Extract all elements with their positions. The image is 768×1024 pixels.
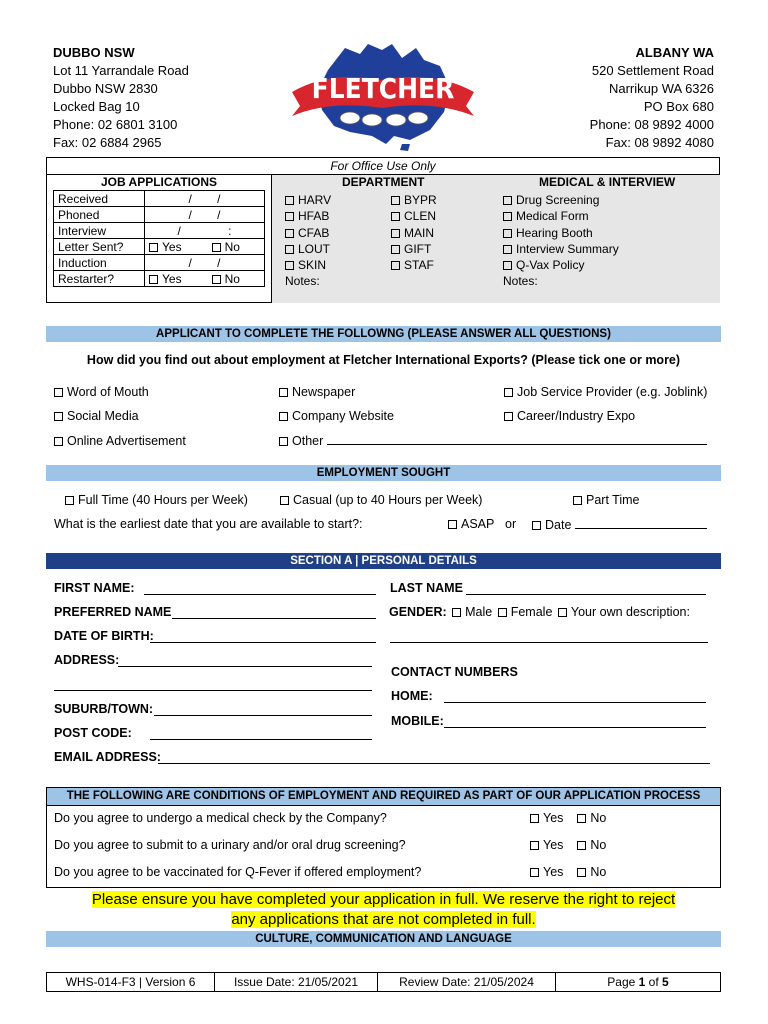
checkbox[interactable] xyxy=(285,212,294,221)
albany-line: 520 Settlement Road xyxy=(591,63,714,78)
checkbox[interactable] xyxy=(279,437,288,446)
condition-question: Do you agree to be vaccinated for Q-Fever if offered employment? xyxy=(54,865,422,879)
checkbox[interactable] xyxy=(391,229,400,238)
no-label: No xyxy=(224,239,240,254)
suburb-label: SUBURB/TOWN: xyxy=(54,702,154,716)
no-label: No xyxy=(590,865,607,879)
albany-line: Phone: 08 9892 4000 xyxy=(589,117,714,132)
yes-label: Yes xyxy=(543,811,564,825)
job-row-label: Induction xyxy=(54,255,145,271)
last-name-field[interactable] xyxy=(466,583,706,595)
checkbox[interactable] xyxy=(391,261,400,270)
suburb-field[interactable] xyxy=(154,704,372,716)
header-right-address xyxy=(590,44,714,152)
postcode-label: POST CODE: xyxy=(54,726,132,740)
restarter-options xyxy=(145,271,265,287)
notice-line-2: any applications that are not completed in full. xyxy=(231,911,536,928)
job-applications-panel xyxy=(47,175,272,303)
header-left-address xyxy=(53,44,189,152)
checkbox[interactable] xyxy=(285,245,294,254)
source-col-3 xyxy=(504,380,707,429)
dept-notes: Notes: xyxy=(285,274,320,289)
dept-item[interactable]: CFAB xyxy=(285,225,331,241)
checkbox[interactable] xyxy=(212,243,221,252)
department-col-2 xyxy=(391,192,437,273)
dob-field[interactable] xyxy=(150,631,376,643)
notice-line-1: Please ensure you have completed your application in full. We reserve the right to reject xyxy=(91,891,676,908)
yes-label: Yes xyxy=(543,865,564,879)
review-date: Review Date: 21/05/2024 xyxy=(378,973,556,992)
page-number: Page 1 of 5 xyxy=(556,973,721,992)
job-row-label: Letter Sent? xyxy=(54,239,145,255)
job-row-label: Restarter? xyxy=(54,271,145,287)
checkbox[interactable] xyxy=(65,496,74,505)
med-item[interactable]: Interview Summary xyxy=(503,241,619,257)
medical-title: MEDICAL & INTERVIEW xyxy=(539,175,676,189)
checkbox[interactable] xyxy=(532,521,541,530)
gender-label: GENDER: xyxy=(389,605,447,619)
other-text-field[interactable] xyxy=(327,433,707,445)
checkbox[interactable] xyxy=(391,212,400,221)
checkbox[interactable] xyxy=(54,388,63,397)
how-did-you-find-question: How did you find out about employment at Fletcher International Exports? (Please tick one or more) xyxy=(86,353,681,367)
source-option[interactable]: Job Service Provider (e.g. Joblink) xyxy=(504,380,707,404)
dob-label: DATE OF BIRTH: xyxy=(54,629,154,643)
table-row xyxy=(54,207,265,223)
office-use-box xyxy=(46,157,720,303)
checkbox[interactable] xyxy=(391,245,400,254)
checkbox[interactable] xyxy=(279,412,288,421)
checkbox[interactable] xyxy=(280,496,289,505)
checkbox[interactable] xyxy=(391,196,400,205)
checkbox[interactable] xyxy=(558,608,567,617)
address-label: ADDRESS: xyxy=(54,653,120,667)
address-field-2[interactable] xyxy=(54,679,372,691)
dept-item[interactable]: LOUT xyxy=(285,241,331,257)
date-option[interactable]: Date xyxy=(532,517,707,532)
condition-question: Do you agree to submit to a urinary and/or oral drug screening? xyxy=(54,838,406,852)
med-item[interactable]: Medical Form xyxy=(503,208,619,224)
checkbox[interactable] xyxy=(279,388,288,397)
dept-item[interactable]: SKIN xyxy=(285,257,331,273)
gender-row xyxy=(389,605,690,619)
male-label: Male xyxy=(465,605,493,619)
checkbox[interactable] xyxy=(577,814,586,823)
start-date-question: What is the earliest date that you are available to start?: xyxy=(54,517,363,531)
albany-line: Fax: 08 9892 4080 xyxy=(605,135,714,150)
no-label: No xyxy=(590,838,607,852)
checkbox[interactable] xyxy=(504,388,513,397)
office-use-title: For Office Use Only xyxy=(47,158,719,175)
condition-answers xyxy=(530,838,606,852)
dubbo-line: Phone: 02 6801 3100 xyxy=(53,117,178,132)
job-applications-title: JOB APPLICATIONS xyxy=(100,175,217,189)
part-time-option[interactable]: Part Time xyxy=(573,493,640,507)
dept-item[interactable]: HARV xyxy=(285,192,331,208)
source-option[interactable]: Word of Mouth xyxy=(54,380,186,404)
checkbox[interactable] xyxy=(54,412,63,421)
medical-col xyxy=(503,192,619,290)
issue-date: Issue Date: 21/05/2021 xyxy=(215,973,378,992)
checkbox[interactable] xyxy=(503,229,512,238)
asap-option[interactable]: ASAP xyxy=(448,517,494,531)
conditions-box xyxy=(46,787,721,888)
start-date-field[interactable] xyxy=(575,517,707,529)
table-row xyxy=(54,239,265,255)
dubbo-title: DUBBO NSW xyxy=(53,45,135,60)
checkbox[interactable] xyxy=(577,868,586,877)
albany-title: ALBANY WA xyxy=(635,45,714,60)
checkbox[interactable] xyxy=(577,841,586,850)
fletcher-logo xyxy=(290,40,476,152)
or-label: or xyxy=(505,517,517,531)
first-name-field[interactable] xyxy=(144,583,376,595)
checkbox[interactable] xyxy=(54,437,63,446)
checkbox[interactable] xyxy=(503,245,512,254)
table-row xyxy=(54,271,265,287)
condition-question: Do you agree to undergo a medical check by the Company? xyxy=(54,811,387,825)
condition-answers xyxy=(530,865,606,879)
department-col-1 xyxy=(285,192,331,290)
source-option[interactable]: Company Website xyxy=(279,404,707,428)
home-phone-field[interactable] xyxy=(444,691,706,703)
department-title: DEPARTMENT xyxy=(342,175,425,189)
job-row-value[interactable]: / : xyxy=(145,223,265,239)
home-label: HOME: xyxy=(391,689,433,703)
source-option[interactable]: Social Media xyxy=(54,404,186,428)
full-time-option[interactable]: Full Time (40 Hours per Week) xyxy=(65,493,248,507)
job-row-value[interactable]: / / xyxy=(145,255,265,271)
checkbox[interactable] xyxy=(212,275,221,284)
table-row xyxy=(54,191,265,207)
checkbox[interactable] xyxy=(452,608,461,617)
doc-version: WHS-014-F3 | Version 6 xyxy=(47,973,215,992)
no-label: No xyxy=(590,811,607,825)
email-label: EMAIL ADDRESS: xyxy=(54,750,161,764)
checkbox[interactable] xyxy=(149,275,158,284)
job-row-label: Phoned xyxy=(54,207,145,223)
checkbox[interactable] xyxy=(573,496,582,505)
contact-numbers-label: CONTACT NUMBERS xyxy=(391,665,518,679)
document-footer xyxy=(46,972,721,992)
checkbox[interactable] xyxy=(149,243,158,252)
source-option[interactable]: Online Advertisement xyxy=(54,429,186,453)
employment-band: EMPLOYMENT SOUGHT xyxy=(46,465,721,481)
postcode-field[interactable] xyxy=(150,728,372,740)
albany-line: Narrikup WA 6326 xyxy=(608,81,714,96)
table-row xyxy=(54,255,265,271)
yes-label: Yes xyxy=(543,838,564,852)
dubbo-line: Dubbo NSW 2830 xyxy=(53,81,158,96)
conditions-band: THE FOLLOWING ARE CONDITIONS OF EMPLOYMENT AND REQUIRED AS PART OF OUR APPLICATION PROCESS xyxy=(47,788,720,806)
yes-label: Yes xyxy=(162,271,182,286)
job-row-label: Interview xyxy=(54,223,145,239)
letter-sent-options xyxy=(145,239,265,255)
mobile-label: MOBILE: xyxy=(391,714,444,728)
last-name-label: LAST NAME xyxy=(390,581,463,595)
preferred-name-field[interactable] xyxy=(172,607,376,619)
checkbox[interactable] xyxy=(504,412,513,421)
table-row xyxy=(54,223,265,239)
dept-item[interactable]: GIFT xyxy=(391,241,437,257)
checkbox[interactable] xyxy=(503,212,512,221)
checkbox[interactable] xyxy=(530,841,539,850)
address-field-1[interactable] xyxy=(118,655,372,667)
dubbo-line: Locked Bag 10 xyxy=(53,99,140,114)
dubbo-line: Lot 11 Yarrandale Road xyxy=(53,63,189,78)
source-option[interactable]: Newspaper xyxy=(279,380,707,404)
female-label: Female xyxy=(510,605,553,619)
casual-option[interactable]: Casual (up to 40 Hours per Week) xyxy=(280,493,482,507)
logo-wordmark: FLETCHER xyxy=(311,72,455,105)
mobile-phone-field[interactable] xyxy=(444,716,706,728)
job-row-label: Received xyxy=(54,191,145,207)
job-applications-table xyxy=(53,190,265,287)
dept-item[interactable]: STAF xyxy=(391,257,437,273)
checkbox[interactable] xyxy=(530,868,539,877)
culture-band: CULTURE, COMMUNICATION AND LANGUAGE xyxy=(46,931,721,947)
gender-description-field[interactable] xyxy=(390,631,708,643)
table-row xyxy=(47,973,721,992)
checkbox[interactable] xyxy=(498,608,507,617)
med-item[interactable]: Drug Screening xyxy=(503,192,619,208)
own-description-label: Your own description: xyxy=(570,605,690,619)
condition-answers xyxy=(530,811,606,825)
checkbox[interactable] xyxy=(285,261,294,270)
preferred-name-label: PREFERRED NAME xyxy=(54,605,172,619)
no-label: No xyxy=(224,271,240,286)
job-row-value[interactable]: / / xyxy=(145,207,265,223)
completion-notice xyxy=(46,890,721,930)
checkbox[interactable] xyxy=(503,196,512,205)
dept-item[interactable]: HFAB xyxy=(285,208,331,224)
checkbox[interactable] xyxy=(448,520,457,529)
med-item[interactable]: Q-Vax Policy xyxy=(503,257,619,273)
dept-item[interactable]: MAIN xyxy=(391,225,437,241)
source-col-1 xyxy=(54,380,186,453)
first-name-label: FIRST NAME: xyxy=(54,581,135,595)
checkbox[interactable] xyxy=(530,814,539,823)
dept-item[interactable]: BYPR xyxy=(391,192,437,208)
yes-label: Yes xyxy=(162,239,182,254)
checkbox[interactable] xyxy=(285,196,294,205)
dept-item[interactable]: CLEN xyxy=(391,208,437,224)
dubbo-line: Fax: 02 6884 2965 xyxy=(53,135,162,150)
med-notes: Notes: xyxy=(503,274,538,289)
med-item[interactable]: Hearing Booth xyxy=(503,225,619,241)
checkbox[interactable] xyxy=(285,229,294,238)
checkbox[interactable] xyxy=(503,261,512,270)
applicant-band: APPLICANT TO COMPLETE THE FOLLOWNG (PLEASE ANSWER ALL QUESTIONS) xyxy=(46,326,721,342)
albany-line: PO Box 680 xyxy=(643,99,714,114)
email-field[interactable] xyxy=(158,752,710,764)
job-row-value[interactable]: / / xyxy=(145,191,265,207)
personal-details-band: SECTION A | PERSONAL DETAILS xyxy=(46,553,721,569)
source-option[interactable]: Career/Industry Expo xyxy=(504,404,707,428)
source-option-other[interactable]: Other xyxy=(279,429,707,453)
office-grey-area xyxy=(271,175,720,303)
